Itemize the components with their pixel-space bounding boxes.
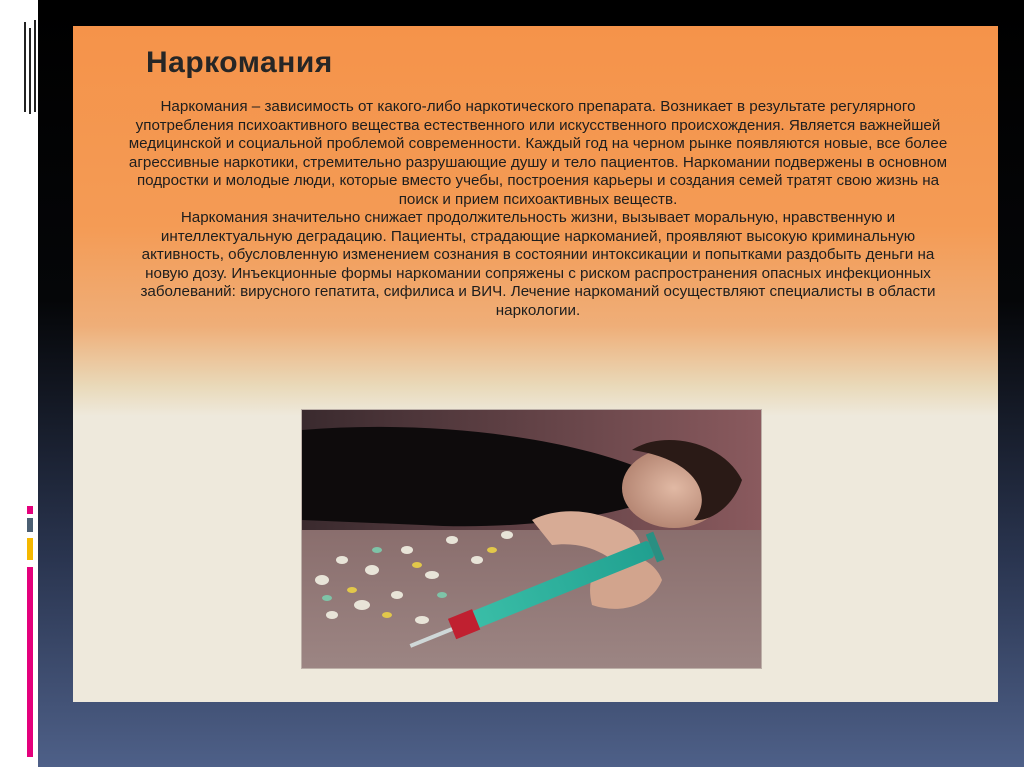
deco-bar-pink-top [27,506,33,514]
overdose-photo-illustration [302,410,761,668]
deco-bar-pink [27,567,33,757]
slide-title: Наркомания [146,46,333,79]
deco-bar-yellow [27,538,33,560]
paragraph-consequences: Наркомания значительно снижает продолжительность жизни, вызывает моральную, нравственную и интеллектуальную деградацию. Пациенты, страдающие наркоманией, проявляют высокую криминальную активность, обусловленную изменением сознания в состоянии интоксикации и попытками раздобыть деньги на новую дозу. Инъекционные формы наркомании сопряжены с риском распространения опасных инфекционных заболеваний: вирусного гепатита, сифилиса и ВИЧ. Лечение наркоманий осуществляют специалисты в области наркологии. [140,209,936,319]
paragraph-definition: Наркомания – зависимость от какого-либо наркотического препарата. Возникает в результате регулярного употребления психоактивного вещества естественного или искусственного происхождения. Является важнейшей медицинской и социальной проблемой современности. Каждый год на черном рынке появляются новые, все более агрессивные наркотики, стремительно разрушающие душу и тело пациентов. Наркомании подвержены в основном подростки и молодые люди, которые вместо учебы, построения карьеры и создания семей тратят свою жизнь на поиск и прием психоактивных веществ. [128,98,948,208]
overdose-photo [301,409,762,669]
slide-content [73,26,998,702]
deco-bar-steel [27,518,33,532]
decorative-lines [22,18,38,118]
slide-body [123,98,953,320]
